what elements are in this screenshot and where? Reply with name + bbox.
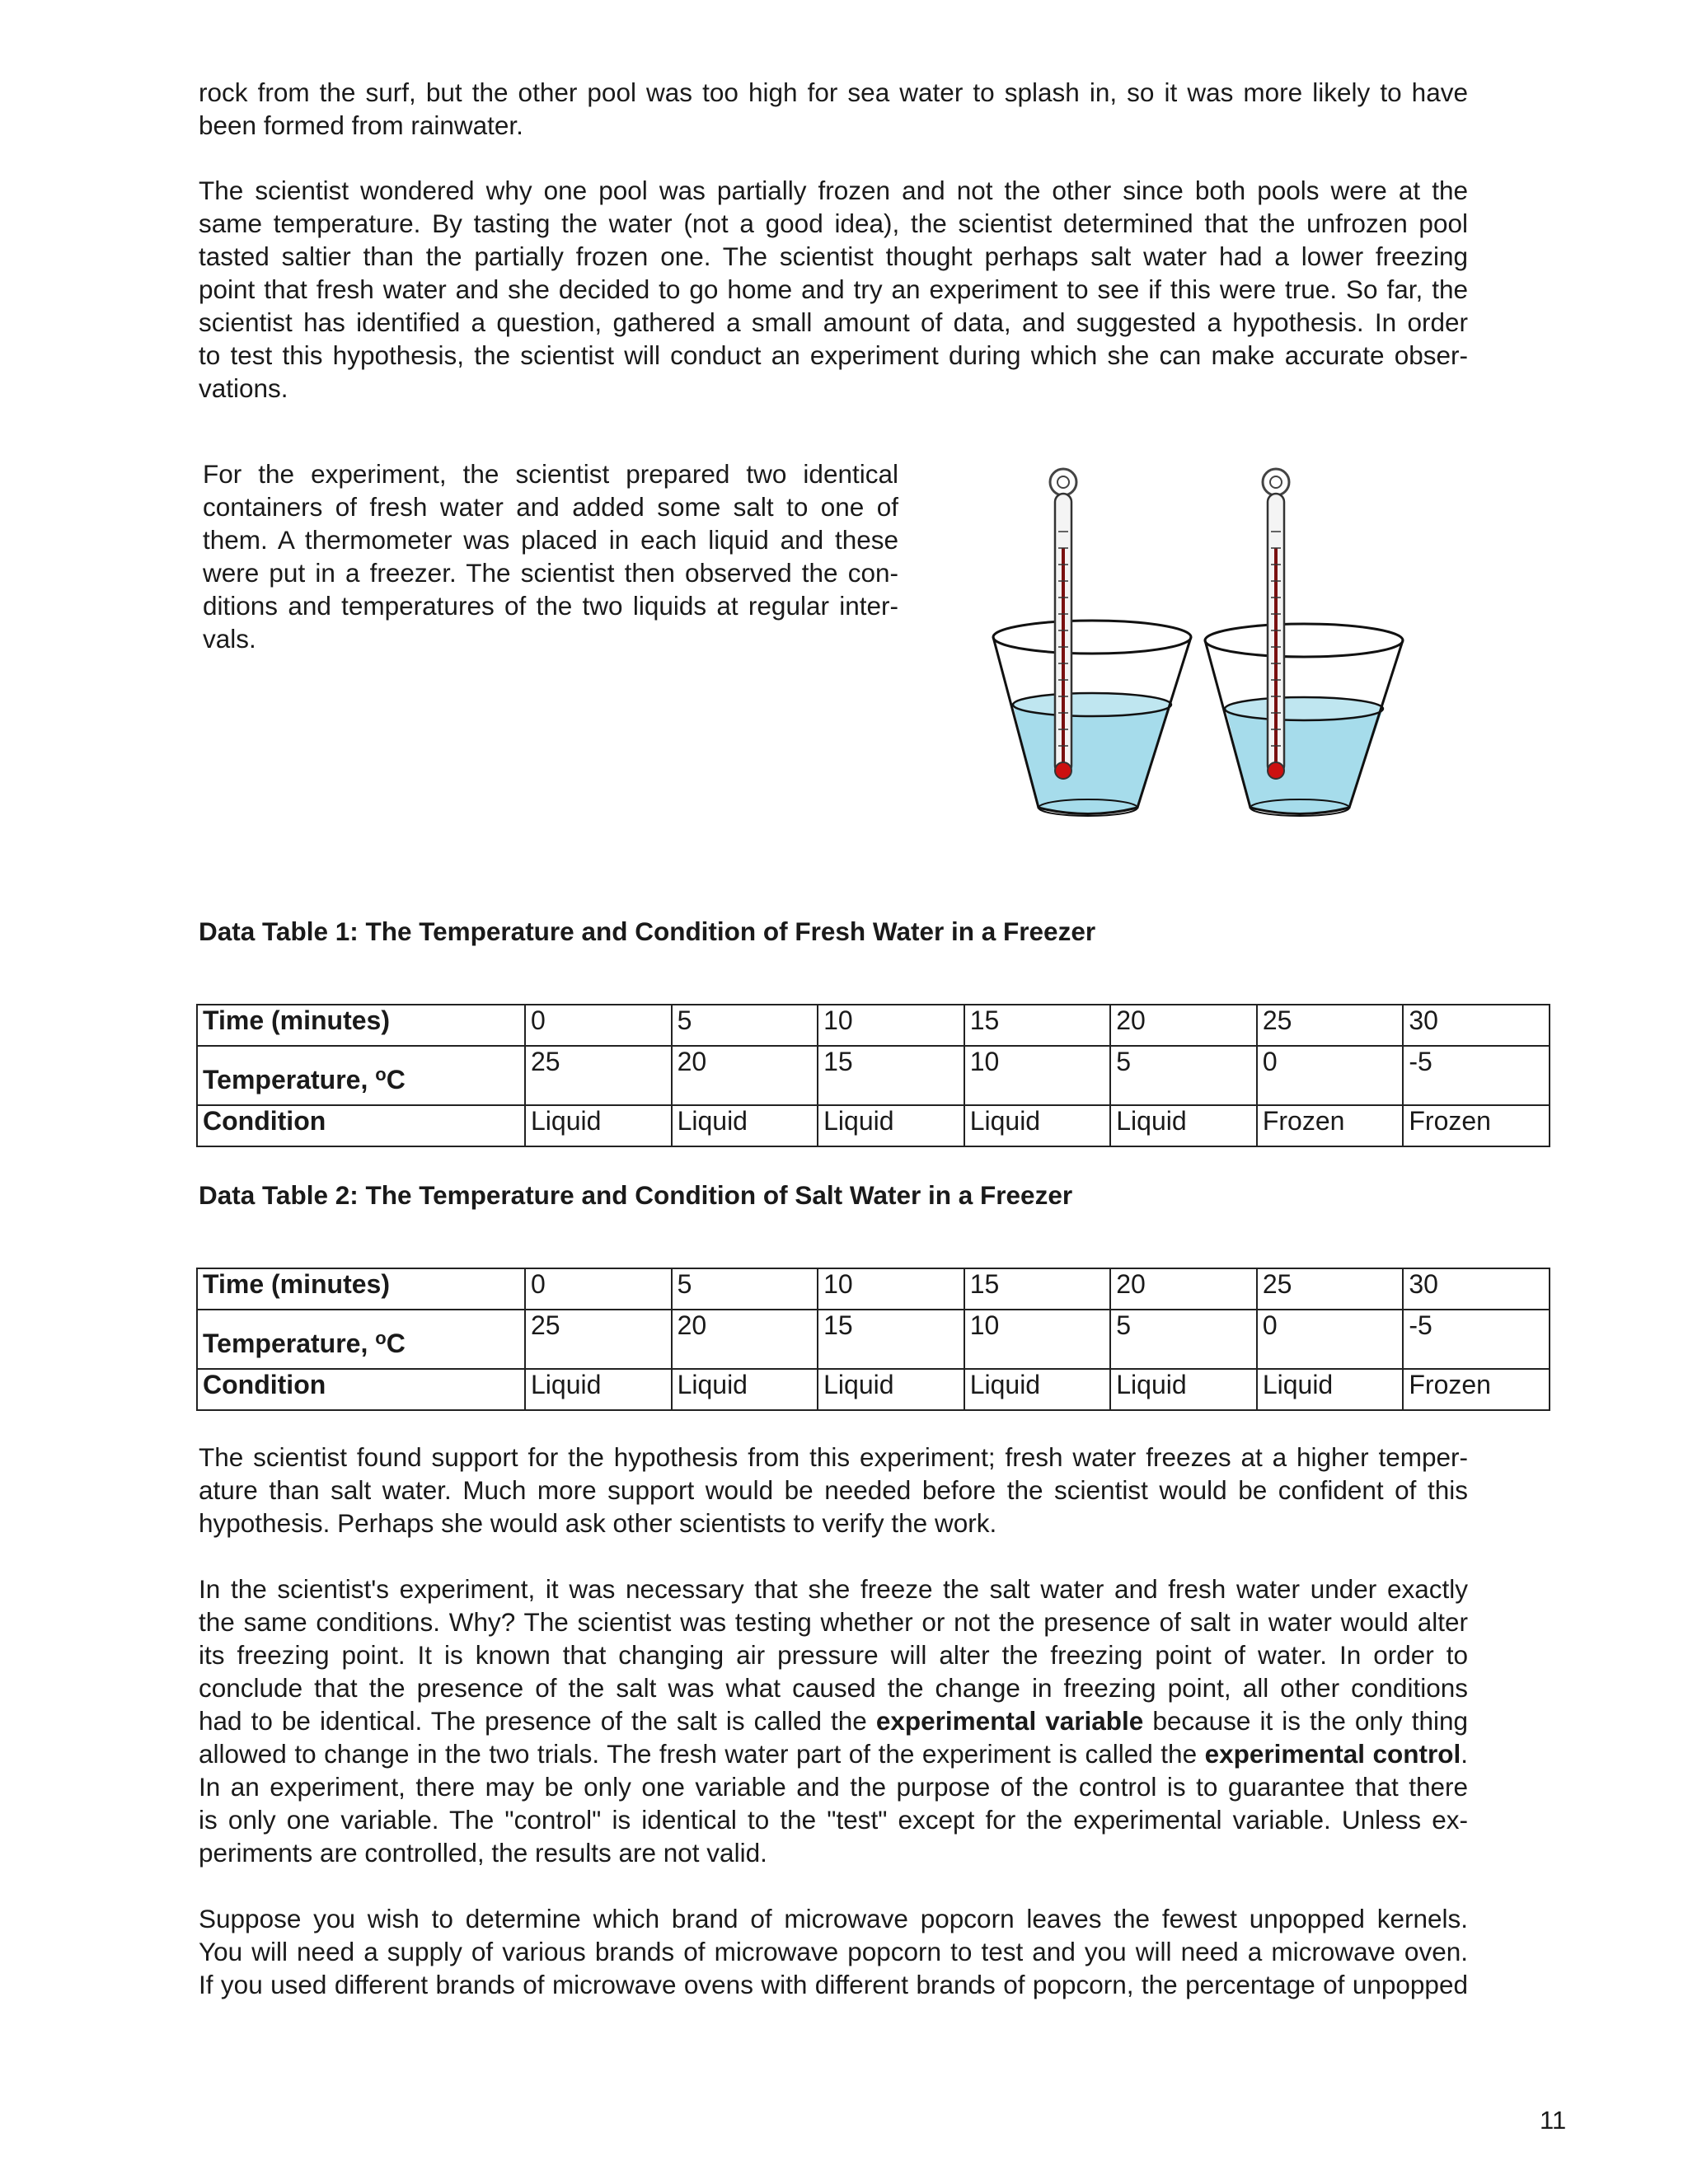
text-line: them. A thermometer was placed in each liquid and these <box>203 525 898 555</box>
text-line: If you used different brands of microwave ovens with different brands of popcorn, the percentage of unpopped <box>199 1970 1468 1999</box>
table-row-time <box>197 1268 1550 1310</box>
table-cell: Liquid <box>1110 1369 1257 1410</box>
table-cell: Liquid <box>818 1105 964 1146</box>
row-label-temperature <box>197 1046 525 1105</box>
table-cell: 0 <box>1257 1310 1404 1369</box>
text-segment: allowed to change in the two trials. The fresh water part of the experiment is called the <box>199 1739 1205 1769</box>
text-line: tasted saltier than the partially frozen one. The scientist thought perhaps salt water had a lower freezing <box>199 241 1468 271</box>
temperature-label-text: Temperature, <box>203 1065 376 1094</box>
paragraph-hypothesis <box>199 174 1468 405</box>
table-row-temperature <box>197 1046 1550 1105</box>
term-experimental-control: experimental control <box>1204 1739 1461 1769</box>
term-experimental-variable: experimental variable <box>875 1706 1144 1736</box>
table1-caption: Data Table 1: The Temperature and Condition of Fresh Water in a Freezer <box>199 916 1096 946</box>
table-cell: Liquid <box>525 1105 672 1146</box>
text-line: The scientist found support for the hypothesis from this experiment; fresh water freezes at a higher temper- <box>199 1442 1468 1472</box>
table-cell: Frozen <box>1403 1105 1550 1146</box>
text-line: The scientist wondered why one pool was partially frozen and not the other since both pools were at the <box>199 176 1468 205</box>
text-line <box>199 1704 1468 1737</box>
table-cell: -5 <box>1403 1046 1550 1105</box>
table-cell: 15 <box>818 1310 964 1369</box>
table-cell: 5 <box>672 1268 818 1310</box>
table-cell: Liquid <box>964 1369 1111 1410</box>
text-line: been formed from rainwater. <box>199 110 523 140</box>
table-cell: 20 <box>672 1046 818 1105</box>
table-cell: 10 <box>964 1310 1111 1369</box>
table-cell: 0 <box>525 1268 672 1310</box>
row-label-time: Time (minutes) <box>197 1005 525 1046</box>
table-cell: 25 <box>1257 1268 1404 1310</box>
table-cell: 0 <box>525 1005 672 1046</box>
left-beaker-icon <box>993 621 1191 816</box>
table-cell: 30 <box>1403 1268 1550 1310</box>
text-segment: . <box>1461 1739 1468 1769</box>
text-line: to test this hypothesis, the scientist will conduct an experiment during which she can make accurate obser- <box>199 340 1468 370</box>
temperature-unit: C <box>386 1329 406 1358</box>
text-line: periments are controlled, the results are not valid. <box>199 1838 767 1868</box>
text-line <box>199 1737 1468 1770</box>
text-line: rock from the surf, but the other pool was too high for sea water to splash in, so it was more likely to have <box>199 77 1468 107</box>
text-line: scientist has identified a question, gathered a small amount of data, and suggested a hypothesis. In order <box>199 307 1468 337</box>
data-table-salt-water <box>196 1268 1550 1411</box>
beakers-thermometers-icon <box>989 457 1418 828</box>
temperature-label-text: Temperature, <box>203 1329 376 1358</box>
table-cell: 5 <box>1110 1310 1257 1369</box>
text-line: the same conditions. Why? The scientist was testing whether or not the presence of salt in water would alter <box>199 1607 1468 1637</box>
left-thermometer-icon <box>1050 469 1076 779</box>
row-label-condition: Condition <box>197 1369 525 1410</box>
text-line: In the scientist's experiment, it was necessary that she freeze the salt water and fresh water under exactly <box>199 1574 1468 1604</box>
text-segment: because it is the only thing <box>1143 1706 1469 1736</box>
data-table-fresh-water <box>196 1004 1550 1147</box>
table-cell: 10 <box>964 1046 1111 1105</box>
table-cell: 15 <box>818 1046 964 1105</box>
table-cell: 30 <box>1403 1005 1550 1046</box>
table-cell: 15 <box>964 1268 1111 1310</box>
table-cell: 10 <box>818 1268 964 1310</box>
text-line: containers of fresh water and added some salt to one of <box>203 492 898 522</box>
text-line: point that fresh water and she decided to go home and try an experiment to see if this were true. So far, the <box>199 274 1468 304</box>
table-cell: Liquid <box>964 1105 1111 1146</box>
table-cell: 20 <box>1110 1268 1257 1310</box>
table-cell: 5 <box>1110 1046 1257 1105</box>
text-line: ature than salt water. Much more support would be needed before the scientist would be confident of this <box>199 1475 1468 1505</box>
text-line: hypothesis. Perhaps she would ask other scientists to verify the work. <box>199 1508 997 1538</box>
paragraph-popcorn <box>199 1902 1468 2001</box>
text-line: vations. <box>199 373 288 403</box>
table-cell: 25 <box>525 1046 672 1105</box>
text-segment: had to be identical. The presence of the salt is called the <box>199 1706 876 1736</box>
table-cell: 25 <box>1257 1005 1404 1046</box>
table-row-time <box>197 1005 1550 1046</box>
table-cell: Frozen <box>1403 1369 1550 1410</box>
text-line: same temperature. By tasting the water (not a good idea), the scientist determined that the unfrozen pool <box>199 209 1468 238</box>
right-beaker-icon <box>1205 624 1403 816</box>
text-line: its freezing point. It is known that changing air pressure will alter the freezing point of water. In order to <box>199 1640 1468 1670</box>
text-line: Suppose you wish to determine which brand of microwave popcorn leaves the fewest unpopped kernels. <box>199 1904 1468 1933</box>
table-cell: Liquid <box>1257 1369 1404 1410</box>
table-cell: Liquid <box>525 1369 672 1410</box>
row-label-temperature <box>197 1310 525 1369</box>
table-cell: Frozen <box>1257 1105 1404 1146</box>
text-line: were put in a freezer. The scientist then observed the con- <box>203 558 898 588</box>
table-row-temperature <box>197 1310 1550 1369</box>
right-thermometer-icon <box>1263 469 1289 779</box>
table-cell: 20 <box>1110 1005 1257 1046</box>
paragraph-rock-surf <box>199 76 1468 142</box>
paragraph-support <box>199 1441 1468 1540</box>
table-cell: 15 <box>964 1005 1111 1046</box>
table-cell: -5 <box>1403 1310 1550 1369</box>
table-cell: 20 <box>672 1310 818 1369</box>
paragraph-experiment-setup <box>203 457 898 655</box>
text-line: In an experiment, there may be only one variable and the purpose of the control is to guarantee that there <box>199 1772 1468 1802</box>
text-line: ditions and temperatures of the two liquids at regular inter- <box>203 591 898 621</box>
degree-symbol: o <box>375 1064 387 1085</box>
page-number: 11 <box>1540 2106 1567 2135</box>
text-line: You will need a supply of various brands of microwave popcorn to test and you will need a microwave oven. <box>199 1937 1468 1966</box>
table-cell: Liquid <box>672 1105 818 1146</box>
table-cell: 10 <box>818 1005 964 1046</box>
table-cell: 0 <box>1257 1046 1404 1105</box>
text-line: is only one variable. The "control" is identical to the "test" except for the experimental variable. Unless ex- <box>199 1805 1468 1835</box>
table-row-condition <box>197 1105 1550 1146</box>
row-label-time: Time (minutes) <box>197 1268 525 1310</box>
table-cell: 5 <box>672 1005 818 1046</box>
text-line: vals. <box>203 624 256 654</box>
temperature-unit: C <box>386 1065 406 1094</box>
text-line: For the experiment, the scientist prepared two identical <box>203 459 898 489</box>
paragraph-variables <box>199 1572 1468 1869</box>
text-line: conclude that the presence of the salt was what caused the change in freezing point, all other conditions <box>199 1673 1468 1703</box>
beakers-thermometers-figure <box>989 457 1418 828</box>
table-cell: Liquid <box>672 1369 818 1410</box>
degree-symbol: o <box>375 1328 387 1348</box>
table-cell: 25 <box>525 1310 672 1369</box>
table-cell: Liquid <box>818 1369 964 1410</box>
table2-caption: Data Table 2: The Temperature and Condition of Salt Water in a Freezer <box>199 1180 1073 1210</box>
table-cell: Liquid <box>1110 1105 1257 1146</box>
table-row-condition <box>197 1369 1550 1410</box>
row-label-condition: Condition <box>197 1105 525 1146</box>
